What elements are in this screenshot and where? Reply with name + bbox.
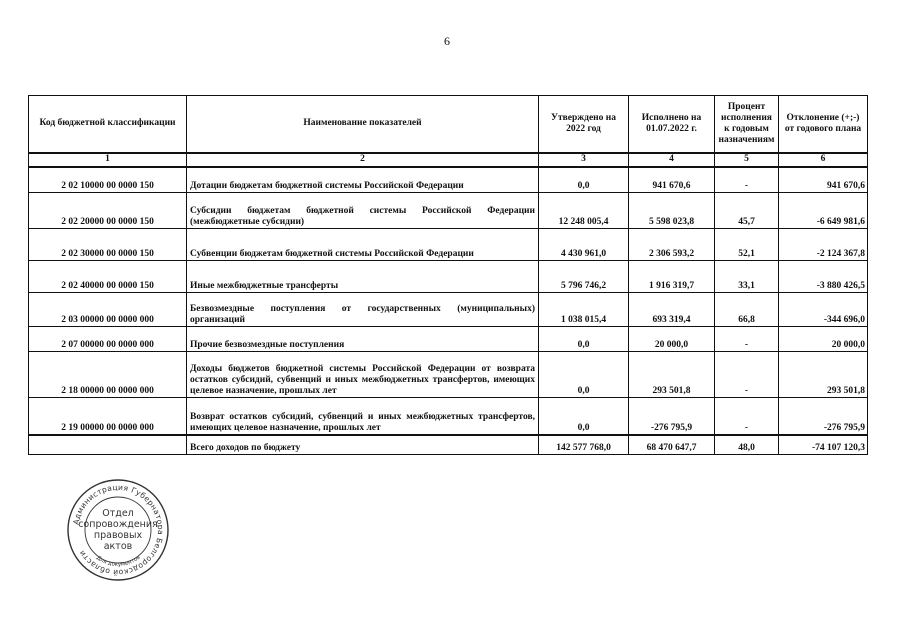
row-deviation: 293 501,8 <box>779 352 868 398</box>
row-approved: 0,0 <box>539 327 629 352</box>
column-number: 5 <box>715 153 779 167</box>
row-percent: - <box>715 167 779 193</box>
row-approved: 1 038 015,4 <box>539 293 629 327</box>
table-header-row <box>29 96 868 153</box>
table-row <box>29 193 868 229</box>
stamp-line: актов <box>103 541 133 552</box>
table-row <box>29 327 868 352</box>
row-name: Доходы бюджетов бюджетной системы Российской Федерации от возврата остатков субсидий, субвенций и иных межбюджетных трансфертов, имеющих целевое назначение, прошлых лет <box>187 352 539 398</box>
row-approved: 0,0 <box>539 398 629 435</box>
row-approved: 0,0 <box>539 167 629 193</box>
row-percent: 33,1 <box>715 261 779 293</box>
total-executed: 68 470 647,7 <box>629 435 715 455</box>
header-percent: Процент исполнения к годовым назначениям <box>715 96 779 153</box>
total-deviation: -74 107 120,3 <box>779 435 868 455</box>
row-percent: - <box>715 327 779 352</box>
stamp-center-text <box>66 508 170 552</box>
column-number: 1 <box>29 153 187 167</box>
row-code: 2 02 40000 00 0000 150 <box>29 261 187 293</box>
budget-table <box>28 95 868 455</box>
table-row <box>29 293 868 327</box>
table-row <box>29 398 868 435</box>
row-name: Дотации бюджетам бюджетной системы Российской Федерации <box>187 167 539 193</box>
header-code: Код бюджетной классификации <box>29 96 187 153</box>
row-executed: 693 319,4 <box>629 293 715 327</box>
row-percent: - <box>715 352 779 398</box>
header-name: Наименование показателей <box>187 96 539 153</box>
row-code: 2 02 10000 00 0000 150 <box>29 167 187 193</box>
stamp-line: сопровождения <box>78 519 158 530</box>
row-code: 2 19 00000 00 0000 000 <box>29 398 187 435</box>
row-executed: 293 501,8 <box>629 352 715 398</box>
table-row <box>29 352 868 398</box>
row-deviation: -6 649 981,6 <box>779 193 868 229</box>
column-number-row <box>29 153 868 167</box>
row-name: Безвозмездные поступления от государственных (муниципальных) организаций <box>187 293 539 327</box>
total-approved: 142 577 768,0 <box>539 435 629 455</box>
row-deviation: -344 696,0 <box>779 293 868 327</box>
table-row <box>29 261 868 293</box>
row-executed: 941 670,6 <box>629 167 715 193</box>
stamp-line: Отдел <box>102 508 134 519</box>
row-code: 2 07 00000 00 0000 000 <box>29 327 187 352</box>
row-code: 2 02 20000 00 0000 150 <box>29 193 187 229</box>
row-deviation: 20 000,0 <box>779 327 868 352</box>
column-number: 4 <box>629 153 715 167</box>
row-deviation: -3 880 426,5 <box>779 261 868 293</box>
row-name: Иные межбюджетные трансферты <box>187 261 539 293</box>
row-executed: 5 598 023,8 <box>629 193 715 229</box>
row-approved: 5 796 746,2 <box>539 261 629 293</box>
table-row <box>29 167 868 193</box>
row-executed: 2 306 593,2 <box>629 229 715 261</box>
total-percent: 48,0 <box>715 435 779 455</box>
stamp-bottom-text-path: Для документов <box>95 554 142 569</box>
column-number: 2 <box>187 153 539 167</box>
row-code: 2 18 00000 00 0000 000 <box>29 352 187 398</box>
stamp-ring-text-path: Администрация Губернатора Белгородской области <box>71 482 166 578</box>
row-name: Субвенции бюджетам бюджетной системы Российской Федерации <box>187 229 539 261</box>
header-approved: Утверждено на 2022 год <box>539 96 629 153</box>
total-row <box>29 435 868 455</box>
row-approved: 4 430 961,0 <box>539 229 629 261</box>
row-code: 2 03 00000 00 0000 000 <box>29 293 187 327</box>
row-name: Прочие безвозмездные поступления <box>187 327 539 352</box>
header-executed: Исполнено на 01.07.2022 г. <box>629 96 715 153</box>
row-deviation: -276 795,9 <box>779 398 868 435</box>
row-percent: 66,8 <box>715 293 779 327</box>
row-deviation: 941 670,6 <box>779 167 868 193</box>
row-executed: -276 795,9 <box>629 398 715 435</box>
page-number: 6 <box>444 34 450 48</box>
stamp-line: правовых <box>93 530 143 541</box>
row-name: Субсидии бюджетам бюджетной системы Российской Федерации (межбюджетные субсидии) <box>187 193 539 229</box>
total-name: Всего доходов по бюджету <box>187 435 539 455</box>
header-deviation: Отклонение (+;-) от годового плана <box>779 96 868 153</box>
row-percent: 45,7 <box>715 193 779 229</box>
column-number: 6 <box>779 153 868 167</box>
table-row <box>29 229 868 261</box>
row-percent: 52,1 <box>715 229 779 261</box>
row-approved: 12 248 005,4 <box>539 193 629 229</box>
row-approved: 0,0 <box>539 352 629 398</box>
row-name: Возврат остатков субсидий, субвенций и иных межбюджетных трансфертов, имеющих целевое назначение, прошлых лет <box>187 398 539 435</box>
row-code: 2 02 30000 00 0000 150 <box>29 229 187 261</box>
total-code <box>29 435 187 455</box>
row-executed: 20 000,0 <box>629 327 715 352</box>
row-executed: 1 916 319,7 <box>629 261 715 293</box>
row-percent: - <box>715 398 779 435</box>
office-stamp <box>66 478 170 582</box>
row-deviation: -2 124 367,8 <box>779 229 868 261</box>
column-number: 3 <box>539 153 629 167</box>
